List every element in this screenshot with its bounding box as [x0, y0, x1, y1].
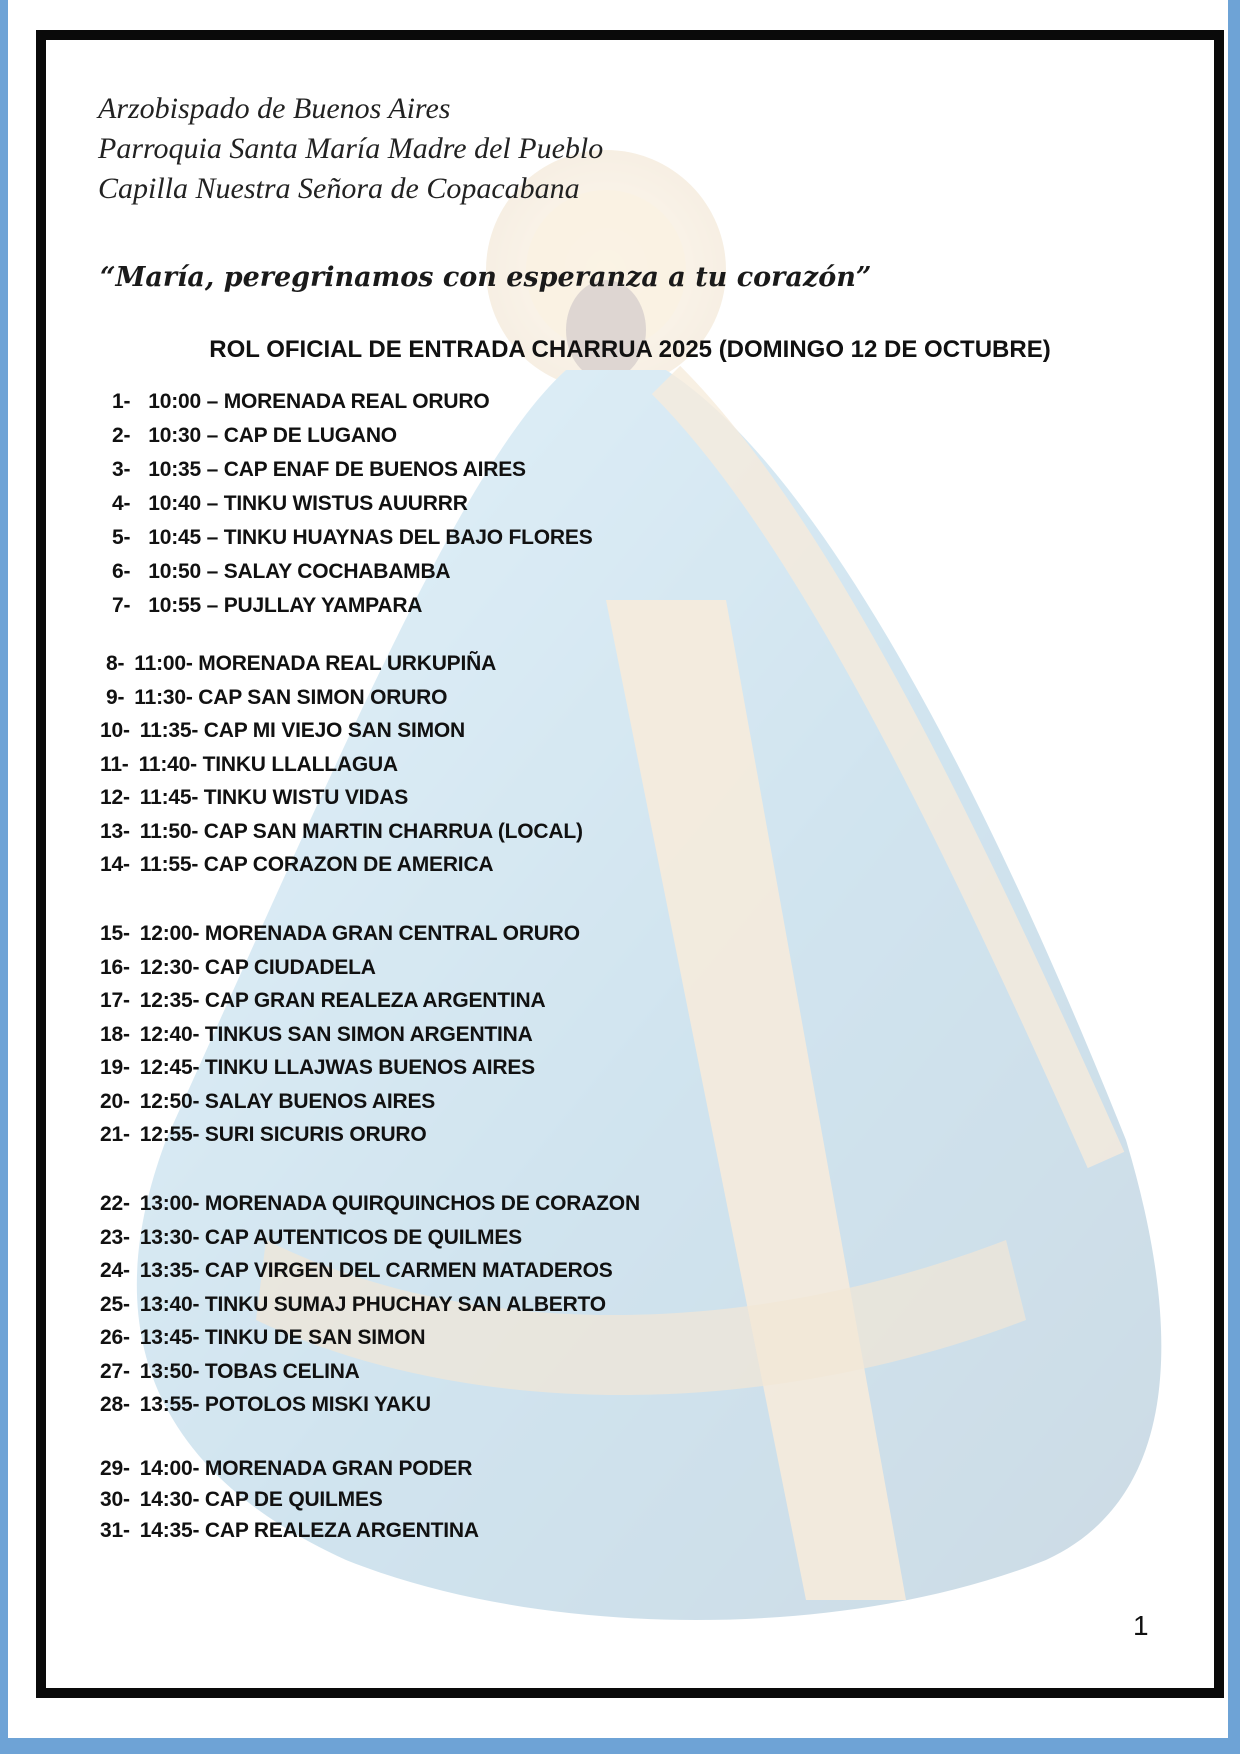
entry-time: 12:30 — [139, 955, 193, 979]
entry-number: 28- — [100, 1393, 130, 1416]
schedule-entry — [100, 851, 493, 879]
entry-group-name: TINKU WISTUS AUURRR — [223, 492, 468, 515]
entry-separator: - — [192, 989, 205, 1012]
schedule-entry — [100, 1088, 435, 1116]
schedule-entry — [100, 954, 376, 982]
entry-time: 11:40 — [138, 752, 191, 776]
entry-time: 11:35 — [139, 719, 192, 742]
entry-group-name: MORENADA REAL URKUPIÑA — [198, 652, 497, 675]
motto: “María, peregrinamos con esperanza a tu corazón” — [100, 262, 872, 293]
entry-time: 13:00 — [139, 1192, 193, 1215]
entry-number: 27- — [100, 1359, 130, 1383]
entry-separator: - — [192, 1056, 205, 1079]
entry-group-name: CAP CIUDADELA — [204, 955, 376, 979]
schedule-entry — [100, 1021, 533, 1049]
entry-separator: – — [201, 492, 224, 515]
entry-separator: - — [191, 819, 204, 843]
entry-group-name: MORENADA GRAN PODER — [204, 1457, 473, 1480]
entry-number: 4- — [112, 492, 131, 515]
entry-time: 13:55 — [139, 1393, 193, 1416]
schedule-entry — [106, 650, 496, 678]
entry-number: 8- — [106, 652, 125, 675]
entry-separator: – — [201, 526, 224, 549]
sheet-edge-right — [1228, 0, 1240, 1754]
entry-group-name: CAP REALEZA ARGENTINA — [204, 1519, 479, 1542]
entry-group-name: TINKU SUMAJ PHUCHAY SAN ALBERTO — [204, 1292, 606, 1316]
entry-group-name: SALAY COCHABAMBA — [223, 560, 451, 583]
entry-group-name: TINKU DE SAN SIMON — [204, 1326, 426, 1349]
entry-time: 10:55 — [148, 594, 201, 617]
entry-time: 12:40 — [139, 1022, 193, 1046]
entry-number: 23- — [100, 1225, 130, 1249]
entry-group-name: TOBAS CELINA — [204, 1359, 360, 1383]
entry-group-name: SURI SICURIS ORURO — [204, 1123, 427, 1146]
entry-time: 13:45 — [139, 1326, 193, 1349]
entry-group-name: POTOLOS MISKI YAKU — [204, 1393, 431, 1416]
entry-number: 22- — [100, 1192, 130, 1215]
entry-number: 10- — [100, 719, 130, 742]
entry-separator: – — [201, 594, 224, 617]
entry-separator: - — [192, 1326, 205, 1349]
entry-time: 10:50 — [148, 560, 201, 583]
entry-number: 24- — [100, 1259, 130, 1282]
entry-time: 10:45 — [148, 526, 201, 549]
entry-time: 10:35 — [148, 458, 201, 481]
entry-number: 5- — [112, 526, 131, 549]
entry-group-name: CAP SAN SIMON ORURO — [198, 685, 448, 709]
entry-separator: – — [201, 424, 224, 447]
schedule-entry — [100, 1455, 472, 1483]
entry-number: 29- — [100, 1457, 130, 1480]
entry-number: 13- — [100, 819, 130, 843]
entry-separator: - — [191, 786, 204, 809]
entry-separator: - — [185, 685, 199, 709]
entry-time: 14:30 — [139, 1488, 193, 1511]
entry-group-name: TINKUS SAN SIMON ARGENTINA — [204, 1022, 533, 1046]
entry-group-name: CAP DE QUILMES — [204, 1488, 383, 1511]
entry-separator: - — [192, 1089, 205, 1113]
entry-number: 31- — [100, 1519, 130, 1542]
entry-time: 13:40 — [139, 1292, 193, 1316]
entry-group-name: MORENADA QUIRQUINCHOS DE CORAZON — [204, 1192, 640, 1215]
entry-number: 17- — [100, 989, 130, 1012]
schedule-entry — [100, 1121, 427, 1149]
entry-separator: – — [201, 560, 224, 583]
entry-number: 9- — [106, 685, 125, 709]
entry-group-name: MORENADA REAL ORURO — [223, 390, 490, 413]
entry-number: 1- — [112, 390, 131, 413]
entry-separator: - — [192, 1192, 205, 1215]
schedule-entry — [100, 1224, 522, 1252]
archdiocese-heading: Arzobispado de Buenos Aires — [98, 92, 451, 125]
entry-separator: – — [201, 390, 224, 413]
entry-separator: - — [192, 1519, 205, 1542]
schedule-entry — [100, 1324, 425, 1352]
chapel-heading: Capilla Nuestra Señora de Copacabana — [98, 172, 580, 205]
schedule-entry — [100, 1486, 383, 1514]
schedule-entry — [100, 784, 408, 812]
entry-time: 10:40 — [148, 492, 201, 515]
entry-separator: - — [191, 719, 204, 742]
entry-number: 11- — [100, 752, 129, 776]
entry-number: 3- — [112, 458, 131, 481]
entry-time: 10:30 — [148, 424, 201, 447]
entry-group-name: CAP DE LUGANO — [223, 424, 397, 447]
entry-time: 13:50 — [139, 1359, 193, 1383]
parish-heading: Parroquia Santa María Madre del Pueblo — [98, 132, 604, 165]
schedule-entry — [100, 751, 398, 779]
schedule-entry — [112, 524, 593, 552]
schedule-entry — [100, 1391, 431, 1419]
entry-number: 25- — [100, 1292, 130, 1316]
entry-time: 12:55 — [139, 1123, 193, 1146]
entry-separator: - — [192, 1488, 205, 1511]
entry-time: 11:45 — [139, 786, 192, 809]
entry-group-name: SALAY BUENOS AIRES — [204, 1089, 436, 1113]
entry-time: 14:35 — [139, 1519, 193, 1542]
entry-group-name: CAP GRAN REALEZA ARGENTINA — [204, 989, 546, 1012]
schedule-entry — [100, 1291, 606, 1319]
entry-time: 12:45 — [139, 1056, 193, 1079]
entry-separator: - — [192, 922, 205, 945]
entry-group-name: TINKU LLAJWAS BUENOS AIRES — [204, 1056, 535, 1079]
entry-group-name: CAP MI VIEJO SAN SIMON — [203, 719, 466, 742]
entry-time: 11:55 — [139, 853, 192, 876]
schedule-entry — [100, 1358, 360, 1386]
entry-group-name: CAP CORAZON DE AMERICA — [203, 853, 494, 876]
schedule-entry — [112, 490, 468, 518]
entry-separator: - — [192, 955, 205, 979]
entry-separator: - — [192, 1457, 205, 1480]
entry-time: 10:00 — [148, 390, 201, 413]
entry-time: 13:35 — [139, 1259, 193, 1282]
entry-number: 19- — [100, 1056, 130, 1079]
entry-group-name: TINKU HUAYNAS DEL BAJO FLORES — [223, 526, 593, 549]
schedule-entry — [112, 592, 422, 620]
sheet-edge-bottom — [0, 1738, 1240, 1754]
page-frame — [36, 30, 1224, 1698]
schedule-entry — [112, 388, 489, 416]
entry-number: 12- — [100, 786, 130, 809]
sheet-edge-left — [0, 0, 8, 1754]
schedule-entry — [112, 456, 526, 484]
schedule-entry — [100, 818, 583, 846]
entry-time: 11:50 — [139, 819, 192, 843]
schedule-entry — [100, 1054, 535, 1082]
entry-group-name: TINKU LLALLAGUA — [202, 752, 398, 776]
entry-group-name: CAP SAN MARTIN CHARRUA (LOCAL) — [203, 819, 583, 843]
page-title: ROL OFICIAL DE ENTRADA CHARRUA 2025 (DOMINGO 12 DE OCTUBRE) — [209, 336, 1051, 363]
entry-number: 20- — [100, 1089, 130, 1113]
entry-separator: - — [191, 853, 204, 876]
entry-separator: - — [190, 752, 203, 776]
schedule-entry — [100, 1190, 640, 1218]
entry-number: 21- — [100, 1123, 130, 1146]
entry-separator: - — [192, 1393, 205, 1416]
entry-separator: - — [192, 1259, 205, 1282]
entry-group-name: PUJLLAY YAMPARA — [223, 594, 423, 617]
schedule-entry — [106, 684, 447, 712]
entry-group-name: CAP ENAF DE BUENOS AIRES — [223, 458, 526, 481]
entry-number: 18- — [100, 1022, 130, 1046]
entry-separator: – — [201, 458, 224, 481]
entry-number: 14- — [100, 853, 130, 876]
entry-separator: - — [185, 652, 199, 675]
entry-separator: - — [192, 1022, 205, 1046]
entry-number: 7- — [112, 594, 131, 617]
entry-time: 13:30 — [139, 1225, 193, 1249]
entry-separator: - — [192, 1359, 205, 1383]
entry-number: 15- — [100, 922, 130, 945]
page-number: 1 — [1133, 1610, 1149, 1641]
entry-number: 26- — [100, 1326, 130, 1349]
schedule-entry — [112, 422, 397, 450]
schedule-entry — [100, 987, 545, 1015]
entry-time: 11:00 — [134, 652, 186, 675]
entry-separator: - — [192, 1123, 205, 1146]
schedule-entry — [100, 717, 465, 745]
entry-time: 12:00 — [139, 922, 193, 945]
entry-number: 30- — [100, 1488, 130, 1511]
entry-group-name: CAP AUTENTICOS DE QUILMES — [204, 1225, 522, 1249]
entry-group-name: CAP VIRGEN DEL CARMEN MATADEROS — [204, 1259, 613, 1282]
entry-time: 14:00 — [139, 1457, 193, 1480]
entry-separator: - — [192, 1225, 205, 1249]
entry-group-name: MORENADA GRAN CENTRAL ORURO — [204, 922, 580, 945]
entry-group-name: TINKU WISTU VIDAS — [203, 786, 409, 809]
entry-number: 16- — [100, 955, 130, 979]
schedule-entry — [100, 1257, 613, 1285]
schedule-entry — [100, 920, 580, 948]
schedule-entry — [112, 558, 450, 586]
schedule-entry — [100, 1517, 479, 1545]
entry-time: 11:30 — [134, 685, 186, 709]
entry-number: 6- — [112, 560, 131, 583]
entry-separator: - — [192, 1292, 205, 1316]
entry-time: 12:35 — [139, 989, 193, 1012]
sheet-edge-bottom-inner — [22, 1724, 1218, 1738]
entry-time: 12:50 — [139, 1089, 193, 1113]
entry-number: 2- — [112, 424, 131, 447]
